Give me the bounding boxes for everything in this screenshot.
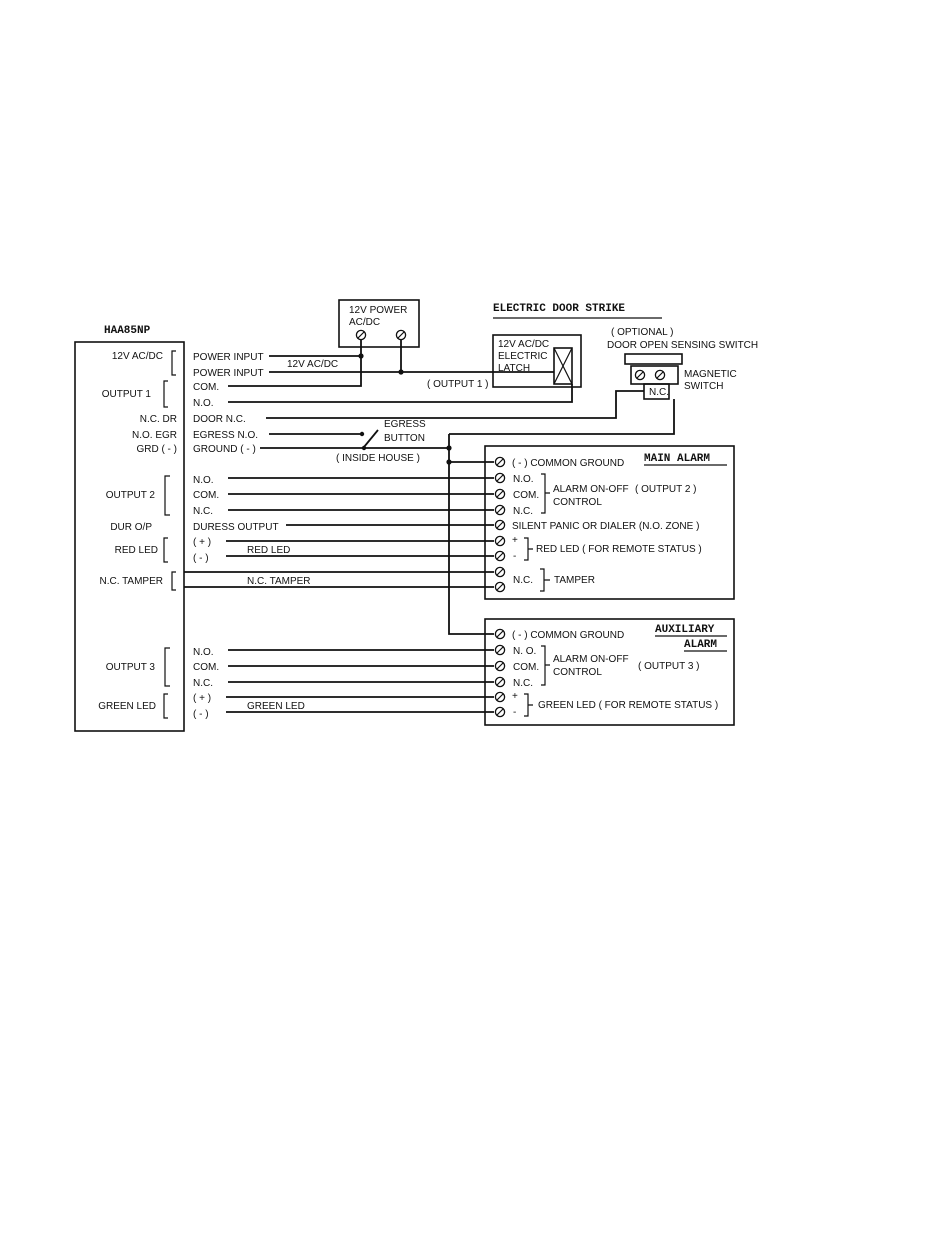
main-com: COM. xyxy=(513,490,540,501)
main-red-bracket xyxy=(524,538,533,560)
output1-bracket xyxy=(164,381,168,407)
main-screw-tamper-2 xyxy=(495,582,504,591)
terminal-output2-no: N.O. xyxy=(193,475,214,486)
output1-group-label: OUTPUT 1 xyxy=(101,389,151,400)
magnetic-screw-2 xyxy=(655,370,664,379)
latch-line-3: LATCH xyxy=(498,363,531,374)
main-control-bracket xyxy=(541,474,550,513)
green-led-wire-label: GREEN LED xyxy=(247,701,305,712)
aux-screw-nc xyxy=(495,677,504,686)
ncdr-label: N.C. DR xyxy=(139,414,177,425)
power-screw-1 xyxy=(356,330,365,339)
aux-nc: N.C. xyxy=(513,678,533,689)
aux-screw-no xyxy=(495,645,504,654)
main-no: N.O. xyxy=(513,474,534,485)
main-silent-panic: SILENT PANIC OR DIALER (N.O. ZONE ) xyxy=(512,521,700,532)
magnetic-screw-1 xyxy=(635,370,644,379)
main-screw-ground xyxy=(495,457,504,466)
terminal-red-plus: ( + ) xyxy=(193,537,212,548)
main-red-led-label: RED LED ( FOR REMOTE STATUS ) xyxy=(536,544,702,555)
main-common-ground: ( - ) COMMON GROUND xyxy=(512,458,625,469)
power-group-label: 12V AC/DC xyxy=(111,351,163,362)
aux-green-minus: - xyxy=(513,707,517,718)
main-nc: N.C. xyxy=(513,506,533,517)
main-red-plus: + xyxy=(512,535,518,546)
gnd-label: GRD ( - ) xyxy=(136,444,177,455)
main-alarm-header: MAIN ALARM xyxy=(644,453,711,465)
terminal-output3-nc: N.C. xyxy=(193,678,213,689)
egress-contact-1 xyxy=(360,432,364,436)
red-led-wire-label: RED LED xyxy=(247,545,291,556)
terminal-egress-no: EGRESS N.O. xyxy=(193,430,259,441)
duress-group-label: DUR O/P xyxy=(110,522,152,533)
junction-ground-2 xyxy=(446,459,451,464)
main-screw-silent xyxy=(495,520,504,529)
controller-model: HAA85NP xyxy=(104,325,151,337)
egress-location: ( INSIDE HOUSE ) xyxy=(336,453,420,464)
power-screw-2 xyxy=(396,330,405,339)
magnet-bar xyxy=(625,354,682,364)
main-tamper-bracket xyxy=(540,569,550,591)
greenled-bracket xyxy=(164,694,168,718)
main-control-2: CONTROL xyxy=(553,497,602,508)
redled-group-label: RED LED xyxy=(114,545,158,556)
aux-screw-com xyxy=(495,661,504,670)
wire-door-nc xyxy=(266,391,644,418)
terminal-power-input-1: POWER INPUT xyxy=(193,352,264,363)
main-red-minus: - xyxy=(513,551,517,562)
aux-control-bracket xyxy=(541,646,550,685)
main-screw-tamper-1 xyxy=(495,567,504,576)
aux-common-ground: ( - ) COMMON GROUND xyxy=(512,630,625,641)
aux-output-label: ( OUTPUT 3 ) xyxy=(638,661,700,672)
magnetic-label-1: MAGNETIC xyxy=(684,369,737,380)
latch-line-1: 12V AC/DC xyxy=(498,339,550,350)
sensing-optional: ( OPTIONAL ) xyxy=(611,327,674,338)
main-screw-red-plus xyxy=(495,536,504,545)
main-tamper-label: TAMPER xyxy=(554,575,595,586)
terminal-output3-no: N.O. xyxy=(193,647,214,658)
tamper-group-label: N.C. TAMPER xyxy=(99,576,163,587)
wire-mag-ground xyxy=(449,399,674,434)
aux-screw-green-minus xyxy=(495,707,504,716)
aux-com: COM. xyxy=(513,662,540,673)
latch-line-2: ELECTRIC xyxy=(498,351,548,362)
egress-label-1: EGRESS xyxy=(384,419,426,430)
output2-bracket xyxy=(165,476,170,515)
main-screw-red-minus xyxy=(495,551,504,560)
terminal-output1-no: N.O. xyxy=(193,398,214,409)
main-screw-com xyxy=(495,489,504,498)
aux-screw-green-plus xyxy=(495,692,504,701)
terminal-output2-com: COM. xyxy=(193,490,220,501)
terminal-output3-com: COM. xyxy=(193,662,220,673)
terminal-output1-com: COM. xyxy=(193,382,220,393)
output1-wire-label: ( OUTPUT 1 ) xyxy=(427,379,489,390)
tamper-bracket xyxy=(172,572,176,590)
greenled-group-label: GREEN LED xyxy=(98,701,156,712)
wire-ground-bus xyxy=(449,434,494,634)
aux-control-1: ALARM ON-OFF xyxy=(553,654,629,665)
wire-power-1 xyxy=(269,340,361,356)
main-output-label: ( OUTPUT 2 ) xyxy=(635,484,697,495)
main-tamper-nc: N.C. xyxy=(513,575,533,586)
main-screw-nc xyxy=(495,505,504,514)
tamper-wire-label: N.C. TAMPER xyxy=(247,576,311,587)
main-screw-no xyxy=(495,473,504,482)
main-control-1: ALARM ON-OFF xyxy=(553,484,629,495)
terminal-duress-output: DURESS OUTPUT xyxy=(193,522,279,533)
aux-control-2: CONTROL xyxy=(553,667,602,678)
magnetic-label-2: SWITCH xyxy=(684,381,724,392)
power-wire-label: 12V AC/DC xyxy=(287,359,339,370)
power-supply-subtitle: AC/DC xyxy=(349,317,381,328)
aux-green-led-label: GREEN LED ( FOR REMOTE STATUS ) xyxy=(538,700,719,711)
noegr-label: N.O. EGR xyxy=(131,430,177,441)
redled-bracket xyxy=(164,538,168,562)
power-bracket xyxy=(172,351,176,375)
output3-bracket xyxy=(165,648,170,686)
aux-green-bracket xyxy=(524,694,533,716)
aux-alarm-header-2: ALARM xyxy=(684,639,718,651)
output2-group-label: OUTPUT 2 xyxy=(105,490,155,501)
controller-terminals xyxy=(193,352,279,720)
door-strike-header: ELECTRIC DOOR STRIKE xyxy=(493,303,626,315)
terminal-output2-nc: N.C. xyxy=(193,506,213,517)
aux-screw-ground xyxy=(495,629,504,638)
terminal-green-minus: ( - ) xyxy=(193,709,209,720)
output3-group-label: OUTPUT 3 xyxy=(105,662,155,673)
terminal-red-minus: ( - ) xyxy=(193,553,209,564)
terminal-power-input-2: POWER INPUT xyxy=(193,368,264,379)
egress-switch-arm xyxy=(364,430,378,447)
aux-green-plus: + xyxy=(512,691,518,702)
aux-alarm-header-1: AUXILIARY xyxy=(655,624,715,636)
junction-power-2 xyxy=(398,369,403,374)
terminal-door-nc: DOOR N.C. xyxy=(193,414,246,425)
power-supply-title: 12V POWER xyxy=(349,305,408,316)
egress-label-2: BUTTON xyxy=(384,433,425,444)
terminal-green-plus: ( + ) xyxy=(193,693,212,704)
sensing-title: DOOR OPEN SENSING SWITCH xyxy=(607,340,759,351)
terminal-ground: GROUND ( - ) xyxy=(193,444,256,455)
magnetic-nc-label: N.C. xyxy=(649,387,669,398)
junction-ground-1 xyxy=(446,445,451,450)
aux-no: N. O. xyxy=(513,646,537,657)
